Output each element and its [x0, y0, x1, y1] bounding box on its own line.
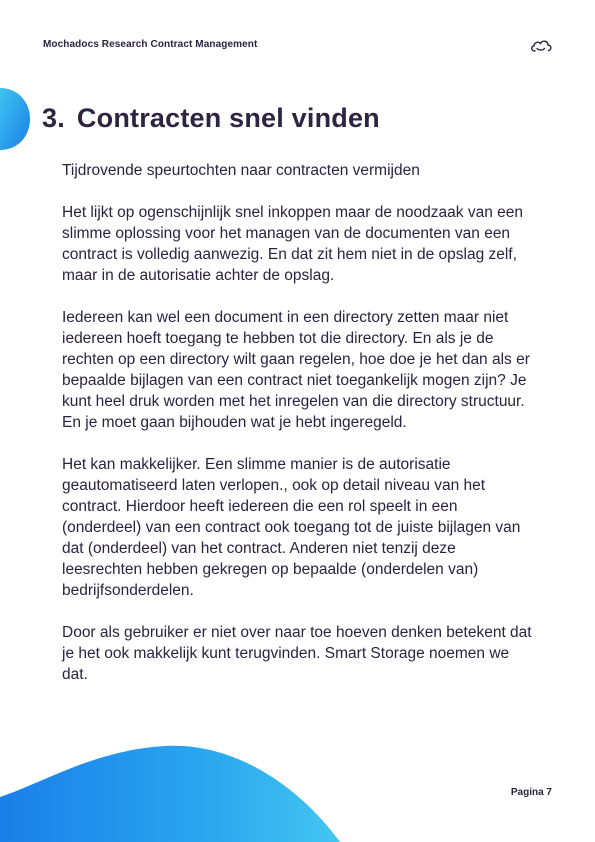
decorative-blob-left — [0, 88, 30, 150]
header-title: Mochadocs Research Contract Management — [43, 39, 258, 50]
paragraph-1: Het lijkt op ogenschijnlijk snel inkoppen maar de noodzaak van een slimme oplossing voor het managen van de documenten van een contract is volledig aanwezig. En dat zit hem niet in de opslag zelf, maar in de autorisatie achter de opslag. — [62, 204, 523, 284]
body-text — [62, 160, 537, 706]
section-title: Contracten snel vinden — [76, 103, 380, 133]
section-number: 3. — [42, 103, 65, 133]
paragraph-2: Iedereen kan wel een document in een directory zetten maar niet iedereen hoeft toegang te hebben tot die directory. En als je de rechten op een directory wilt gaan regelen, hoe doe je het dan als er bepaalde bijlagen van een contract niet toegankelijk mogen zijn? Je kunt heel druk worden met het inregelen van die directory structuur. En je moet gaan bijhouden wat je hebt ingeregeld. — [62, 309, 530, 431]
section-heading — [42, 103, 380, 134]
decorative-wave-bottom — [0, 742, 340, 842]
page-number: Pagina 7 — [510, 787, 552, 798]
paragraph-3: Het kan makkelijker. Een slimme manier is de autorisatie geautomatiseerd laten verlopen., ook op detail niveau van het contract. Hierdoor heeft iedereen die een rol speelt in een (onderdeel) van een contract ook toegang tot de juiste bijlagen van dat (onderdeel) van het contract. Anderen niet tenzij deze leesrechten hebben gekregen op bepaalde (onderdelen van) bedrijfsonderdelen. — [62, 456, 521, 599]
cloud-outline-icon — [529, 38, 553, 54]
paragraph-4: Door als gebruiker er niet over naar toe hoeven denken betekent dat je het ook makkelijk kunt terugvinden. Smart Storage noemen we dat. — [62, 624, 532, 683]
intro-paragraph: Tijdrovende speurtochten naar contracten vermijden — [62, 162, 420, 179]
